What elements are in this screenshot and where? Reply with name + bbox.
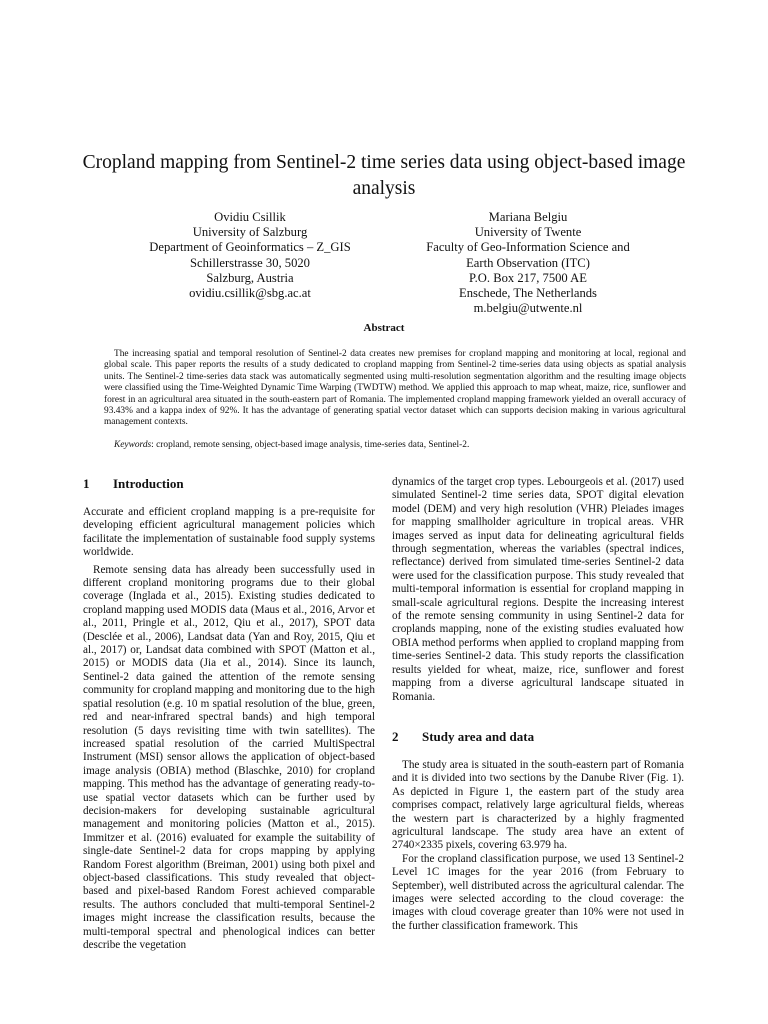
author-address: P.O. Box 217, 7500 AE xyxy=(469,270,587,285)
study-paragraph-1: The study area is situated in the south-eastern part of Romania and it is divided into two sections by the Danube River (Fig. 1). As depicted in Figure 1, the eastern part of the study area comprises compact, relatively large agricultural fields, whereas the western part is characterized by a highly fragmented agricultural landscape. The study area have an extent of 2740×2335 pixels, covering 63.979 ha. xyxy=(392,758,684,852)
author-affiliation: University of Twente xyxy=(474,225,582,240)
keywords-line xyxy=(104,440,686,451)
section-number: 2 xyxy=(392,728,399,744)
abstract-text: The increasing spatial and temporal resolution of Sentinel-2 data creates new premises for cropland mapping and monitoring at local, regional and global scale. This paper reports the results of a study dedicated to cropland mapping from Sentinel-2 time-series data using objects as spatial analysis units. The Sentinel-2 time-series data stack was automatically segmented using multi-resolution segmentation algorithm and the resulting image objects were classified using the Time-Weighted Dynamic Time Warping (TWDTW) method. We applied this approach to map wheat, maize, rice, sunflower and forest in an agricultural area situated in the south-eastern part of Romania. The implemented cropland mapping framework yielded an overall accuracy of 93.43% and a kappa index of 92%. It has the advantage of generating spatial vector dataset which can supports decision making in various agricultural management contexts. xyxy=(104,349,686,428)
study-paragraph-2: For the cropland classification purpose, we used 13 Sentinel-2 Level 1C images for the year 2016 (from February to September), well distributed across the agricultural calendar. The images were selected according to the cloud coverage: the images with cloud coverage greater than 10% were not used in the further classification framework. This xyxy=(392,852,684,932)
author-email: m.belgiu@utwente.nl xyxy=(473,301,583,316)
section-heading-study-area xyxy=(392,729,684,745)
author-block-belgiu xyxy=(378,210,678,316)
intro-paragraph-2-continued: dynamics of the target crop types. Lebourgeois et al. (2017) used simulated Sentinel-2 time series data, SPOT digital elevation model (DEM) and very high resolution (VHR) Pleiades images for mapping smallholder agriculture in tropical areas. VHR images served as input data for delineating agricultural fields through segmentation, whereas the variables (spectral indices, reflectance) derived from simulated time-series Sentinel-2 data were used for the classification purpose. This study revealed that multi-temporal information is essential for cropland mapping in small-scale agricultural regions. Despite the increasing interest of the remote sensing community in using Sentinel-2 data for croplands mapping, none of the existing studies evaluated how OBIA method performs when applied to cropland mapping from time-series Sentinel-2 data. This study reports the classification results yielded for wheat, maize, rice, sunflower and forest mapping from a diverse agricultural landscape situated in Romania. xyxy=(392,476,684,703)
section-title: Introduction xyxy=(113,476,184,491)
section-heading-introduction xyxy=(83,476,375,492)
intro-paragraph-1: Accurate and efficient cropland mapping is a pre-requisite for developing efficient agricultural management policies which facilitate the implementation of sustainable food supply systems worldwide. xyxy=(83,506,375,559)
right-column xyxy=(392,476,684,933)
section-number: 1 xyxy=(83,476,90,491)
author-name: Ovidiu Csillik xyxy=(214,210,286,224)
author-email: ovidiu.csillik@sbg.ac.at xyxy=(189,286,311,301)
author-faculty: Faculty of Geo-Information Science and xyxy=(426,240,630,255)
author-block-csillik xyxy=(110,210,390,301)
author-affiliation: University of Salzburg xyxy=(192,225,308,240)
left-column xyxy=(83,476,375,952)
author-department: Department of Geoinformatics – Z_GIS xyxy=(149,240,351,255)
section-title: Study area and data xyxy=(422,728,535,744)
keywords-label: Keywords xyxy=(114,440,152,450)
author-city: Enschede, The Netherlands xyxy=(459,286,597,301)
author-city: Salzburg, Austria xyxy=(206,270,294,285)
keywords-list: : cropland, remote sensing, object-based image analysis, time-series data, Sentinel-2. xyxy=(151,440,470,450)
author-address: Schillerstrasse 30, 5020 xyxy=(190,255,310,270)
paper-title: Cropland mapping from Sentinel-2 time series data using object-based image analysis xyxy=(82,152,686,199)
author-faculty-cont: Earth Observation (ITC) xyxy=(466,255,590,270)
intro-paragraph-2: Remote sensing data has already been successfully used in different cropland monitoring programs due to their global coverage (Inglada et al., 2015). Existing studies dedicated to cropland mapping used MODIS data (Maus et al., 2016, Arvor et al., 2011, Pringle et al., 2012, Qiu et al., 2017), SPOT data (Desclée et al., 2006), Landsat data (Yan and Roy, 2015, Qiu et al., 2017) or, Landsat data combined with SPOT (Matton et al., 2015) or MODIS data (Jia et al., 2014). Since its launch, Sentinel-2 data gained the attention of the remote sensing community for cropland mapping and monitoring due to the high spatial resolution (e.g. 10 m spatial resolution of the blue, green, red and near-infrared spectral bands) and high temporal resolution (5 days revisiting time with twin satellites). The increased spatial resolution of the carried MultiSpectral Instrument (MSI) sensor allows the application of object-based image analysis (OBIA) method (Blaschke, 2010) for cropland mapping. This method has the advantage of generating ready-to-use spatial vector datasets which can be further used by decision-makers for developing sustainable agricultural management and monitoring policies (Matton et al., 2015). Immitzer et al. (2016) evaluated for example the suitability of single-date Sentinel-2 data for crops mapping by applying Random Forest algorithm (Breiman, 2001) using both pixel and object-based classifications. This study revealed that object-based and pixel-based Random Forest achieved comparable results. The authors concluded that multi-temporal Sentinel-2 images might increase the classification results, because the multi-temporal spectral and phenological indices can better describe the vegetation xyxy=(83,563,375,951)
abstract-heading: Abstract xyxy=(363,322,405,334)
author-name: Mariana Belgiu xyxy=(488,210,568,224)
